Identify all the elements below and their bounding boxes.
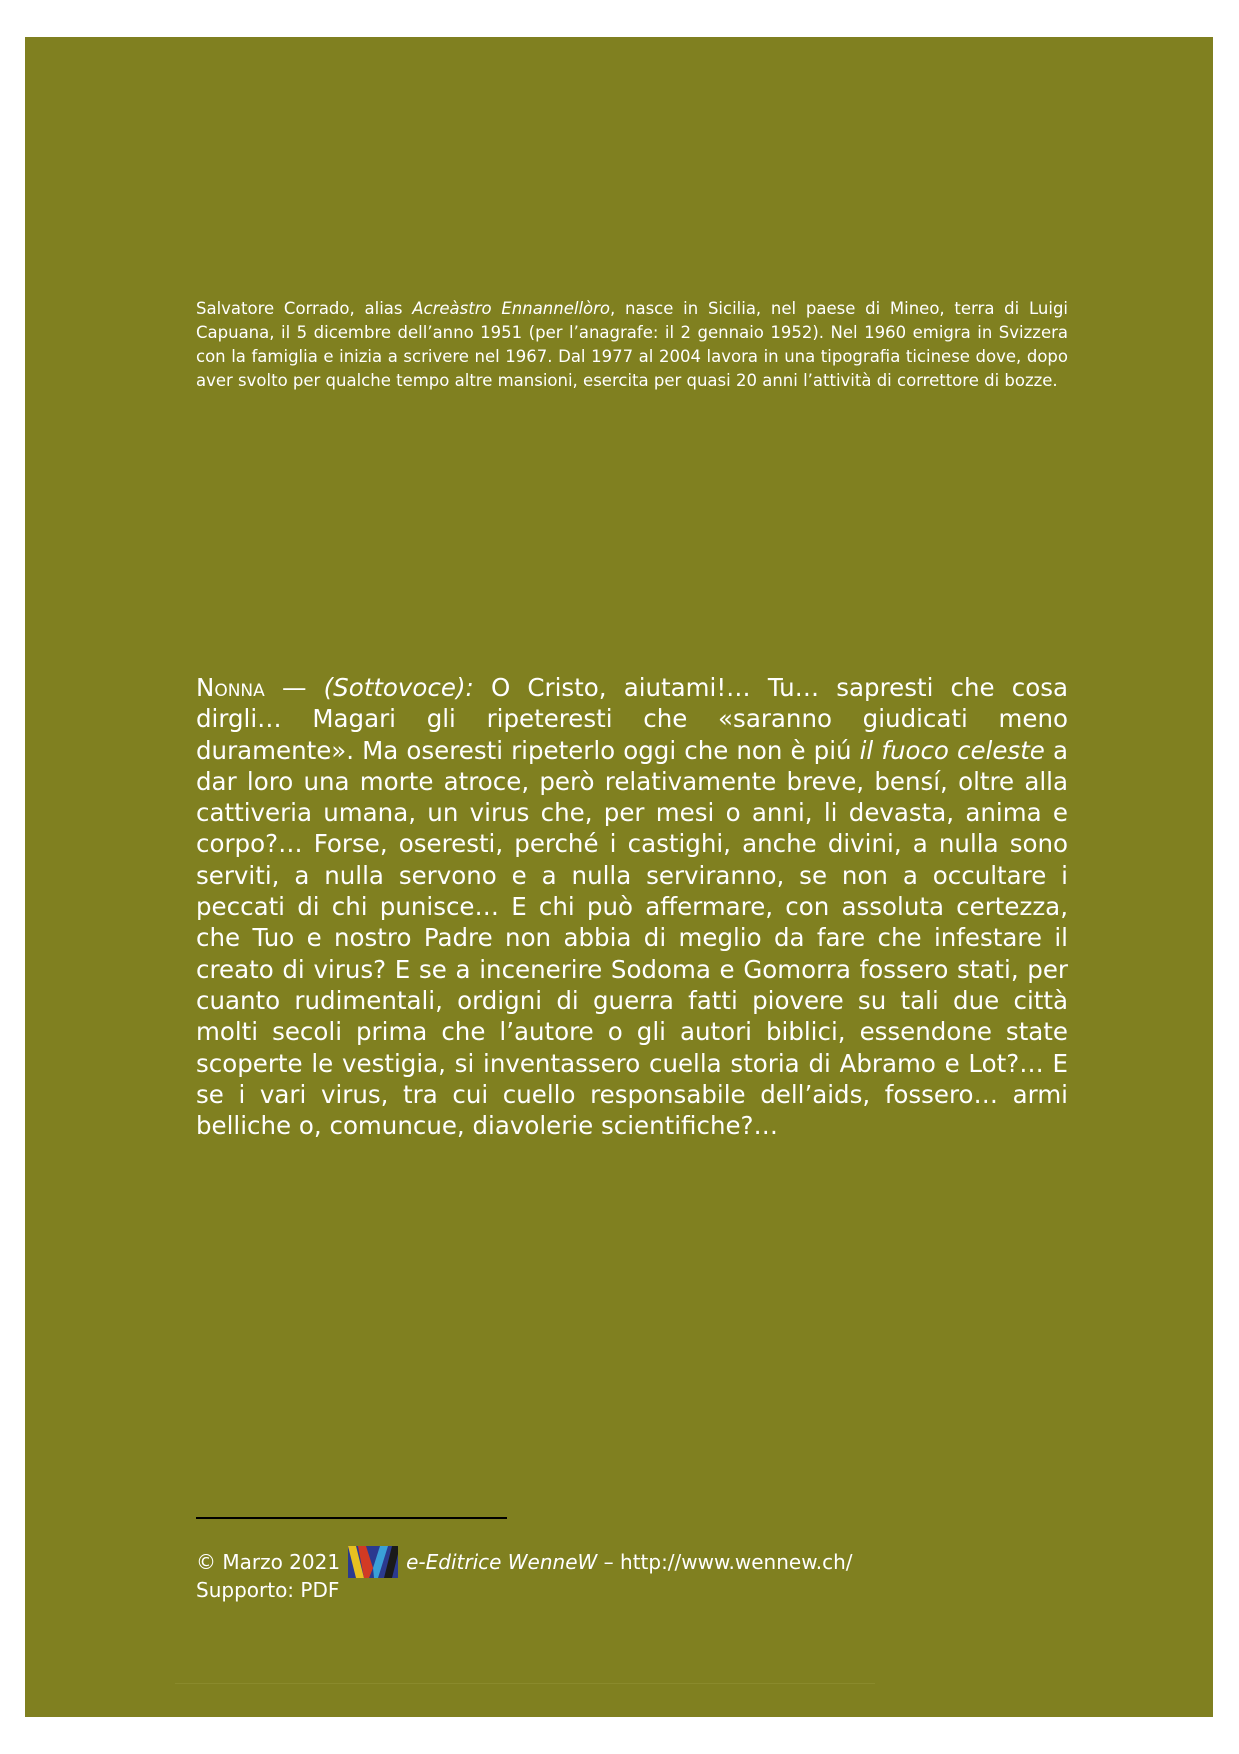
copyright-line <box>196 1548 1096 1576</box>
footer-divider <box>196 1517 507 1519</box>
colophon <box>196 1548 1096 1604</box>
publisher-separator: – <box>597 1550 621 1574</box>
wennew-logo-icon <box>348 1546 398 1578</box>
speaker-name: Nonna <box>196 673 265 702</box>
support-line <box>196 1576 1096 1604</box>
author-biography <box>196 297 1068 393</box>
publisher-name: e-Editrice WenneW <box>406 1550 598 1574</box>
support-format: Supporto: PDF <box>196 1578 340 1602</box>
play-excerpt <box>196 672 1068 1141</box>
stage-direction: (Sottovoce): <box>323 673 474 702</box>
author-alias: Acreàstro Ennannellòro <box>412 299 611 318</box>
bio-intro: Salvatore Corrado, alias <box>196 299 413 318</box>
excerpt-text-part2: a dar loro una morte atroce, però relativamente breve, bensí, oltre alla cattiveria umana, un virus che, per mesi o anni, li devasta, anima e corpo?… Forse, oseresti, perché i castighi, anche divini, a nulla sono serviti, a nulla servono e a nulla serviranno, se non a occultare i peccati di chi punisce… E chi può affermare, con assoluta certezza, che Tuo e nostro Padre non abbia di meglio da fare che infestare il creato di virus? E se a incenerire Sodoma e Gomorra fossero stati, per cuanto rudimentali, ordigni di guerra fatti piovere su tali due città molti secoli prima che l’autore o gli autori biblici, essendone state scoperte le vestigia, si inventassero cuella storia di Abramo e Lot?… E se i vari virus, tra cui cuello responsabile dell’aids, fossero… armi belliche o, comuncue, diavolerie scientifiche?… <box>196 735 1068 1141</box>
copyright-text: © Marzo 2021 <box>196 1550 341 1574</box>
excerpt-emphasis: il fuoco celeste <box>859 735 1045 765</box>
bio-text: , nasce in Sicilia, nel paese di Mineo, terra di Luigi Capuana, il 5 dicembre dell’anno 1951 (per l’anagrafe: il 2 gennaio 1952). Nel 1960 emigra in Svizzera con la famiglia e inizia a scrivere nel 1967. Dal 1977 al 2004 lavora in una tipografia ticinese dove, dopo aver svolto per qualche tempo altre mansioni, esercita per quasi 20 anni l’attività di correttore di bozze. <box>196 299 1068 390</box>
publisher-url[interactable]: http://www.wennew.ch/ <box>620 1550 853 1574</box>
bottom-faint-line <box>175 1683 875 1684</box>
excerpt-text-part1: O Cristo, aiutami!… Tu… sapresti che cosa dirgli… Magari gli ripeteresti che «saranno giudicati meno duramente». Ma oseresti ripeterlo oggi che non è piú <box>196 673 1069 765</box>
speaker-dash: — <box>264 673 324 702</box>
